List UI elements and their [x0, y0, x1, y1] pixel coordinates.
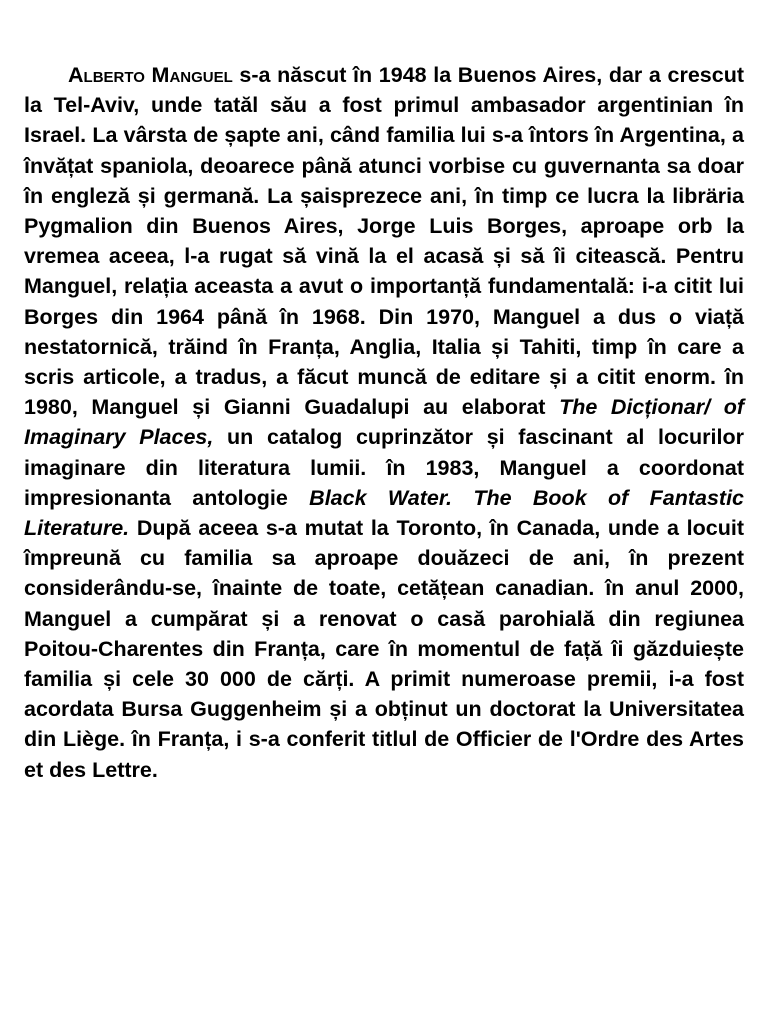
book-title: The Dicționar/ of Imaginary Places,: [24, 395, 745, 450]
text-segment: un catalog cuprinzător și fascinant al locurilor imaginare din literatura lumii. în 1983, Manguel a coordonat impresionanta antologie: [24, 425, 744, 510]
biography-paragraph: [24, 60, 744, 785]
text-segment: s-a născut în 1948 la Buenos Aires, dar a crescut la Tel-Aviv, unde tatăl său a fost primul ambasador argentinian în Israel. La vârsta de șapte ani, când familia lui s-a întors în Argentina, a învățat spaniola, deoarece până atunci vorbise cu guvernanta sa doar în engleză și germană. La șaisprezece ani, în timp ce lucra la libräria Pygmalion din Buenos Aires, Jorge Luis Borges, aproape orb la vremea aceea, l-a rugat să vină la el acasă și să îi citească. Pentru Manguel, relația aceasta a avut o importanță fundamentală: i-a citit lui Borges din 1964 până în 1968. Din 1970, Manguel a dus o viață nestatornică, trăind în Franța, Anglia, Italia și Tahiti, timp în care a scris articole, a tradus, a făcut muncă de editare și a citit enorm. în 1980, Manguel și Gianni Guadalupi au elaborat: [24, 63, 744, 420]
book-title: Black Water. The Book of Fantastic Literature.: [24, 485, 744, 541]
author-name: Alberto Manguel: [68, 63, 233, 87]
text-segment: După aceea s-a mutat la Toronto, în Canada, unde a locuit împreună cu familia sa aproape douăzeci de ani, în prezent considerându-se, înainte de toate, cetățean canadian. în anul 2000, Manguel a cumpărat și a renovat o casă parohială din regiunea Poitou-Charentes din Franța, care în momentul de față îi găzduiește familia și cele 30 000 de cărți. A primit numeroase premii, i-a fost acordata Bursa Guggenheim și a obținut un doctorat la Universitatea din Liège. în Franța, i s-a conferit titlul de Officier de l'Ordre des Artes et des Lettre.: [24, 516, 744, 782]
